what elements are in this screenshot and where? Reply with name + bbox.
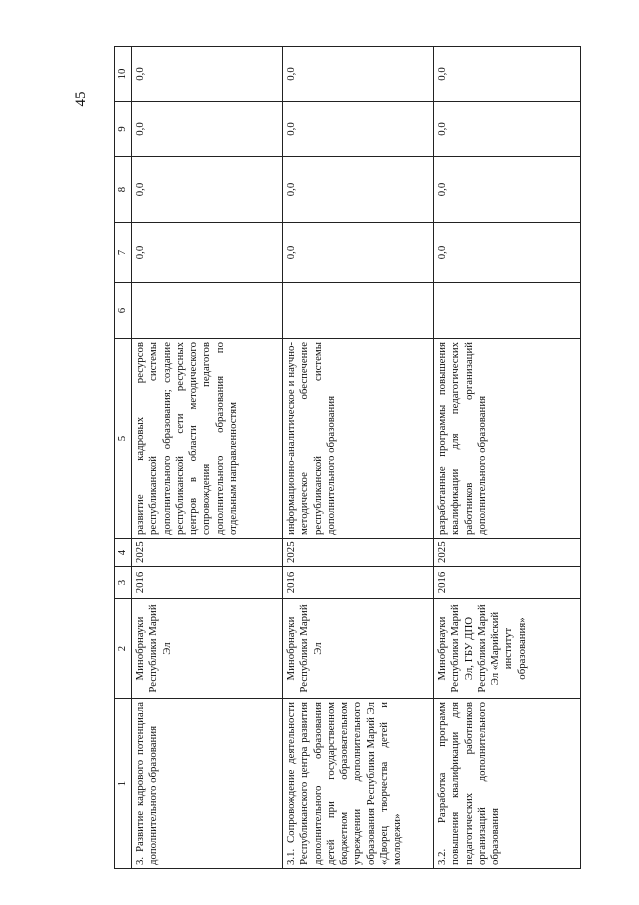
value-cell bbox=[132, 283, 283, 339]
end-year-cell: 2025 bbox=[132, 539, 283, 567]
column-header: 3 bbox=[115, 567, 132, 599]
table-row bbox=[434, 47, 581, 869]
column-header: 5 bbox=[115, 339, 132, 539]
end-year-cell: 2025 bbox=[434, 539, 581, 567]
table-row bbox=[132, 47, 283, 869]
value-cell: 0,0 bbox=[132, 157, 283, 223]
header-row bbox=[115, 47, 132, 869]
value-cell: 0,0 bbox=[283, 47, 434, 102]
program-table-rotated bbox=[114, 47, 581, 869]
value-cell: 0,0 bbox=[283, 157, 434, 223]
value-cell bbox=[283, 283, 434, 339]
executor-cell: Минобрнауки Республики Марий Эл bbox=[283, 599, 434, 699]
value-cell: 0,0 bbox=[434, 102, 581, 157]
executor-cell: Минобрнауки Республики Марий Эл bbox=[132, 599, 283, 699]
value-cell: 0,0 bbox=[283, 223, 434, 283]
result-cell: разработанные программы повышения квалификации для педагогических работников организаций дополнительного образования bbox=[434, 339, 581, 539]
value-cell: 0,0 bbox=[132, 102, 283, 157]
value-cell: 0,0 bbox=[132, 47, 283, 102]
value-cell: 0,0 bbox=[434, 47, 581, 102]
start-year-cell: 2016 bbox=[434, 567, 581, 599]
table-row bbox=[283, 47, 434, 869]
measure-name-cell: 3.1. Сопровождение деятельности Республиканского центра развития дополнительного образования детей при государственном бюджетном образовательном учреждении дополнительного образования Республики Марий Эл «Дворец творчества детей и молодежи» bbox=[283, 699, 434, 869]
column-header: 9 bbox=[115, 102, 132, 157]
value-cell: 0,0 bbox=[434, 223, 581, 283]
result-cell: информационно-аналитическое и научно-методическое обеспечение республиканской системы дополнительного образования bbox=[283, 339, 434, 539]
executor-cell: Минобрнауки Республики Марий Эл, ГБУ ДПО Республики Марий Эл «Марийский институт образования» bbox=[434, 599, 581, 699]
program-table bbox=[114, 46, 581, 869]
column-header: 2 bbox=[115, 599, 132, 699]
measure-name-cell: 3.2. Разработка программ повышения квалификации для педагогических работников организаций дополнительного образования bbox=[434, 699, 581, 869]
value-cell bbox=[434, 283, 581, 339]
start-year-cell: 2016 bbox=[132, 567, 283, 599]
value-cell: 0,0 bbox=[434, 157, 581, 223]
value-cell: 0,0 bbox=[283, 102, 434, 157]
column-header: 7 bbox=[115, 223, 132, 283]
column-header: 1 bbox=[115, 699, 132, 869]
column-header: 4 bbox=[115, 539, 132, 567]
result-cell: развитие кадровых ресурсов республиканской системы дополнительного образования; создание республиканской сети ресурсных центров в области методического сопровождения педагогов дополнительного образования по отдельным направленностям bbox=[132, 339, 283, 539]
column-header: 6 bbox=[115, 283, 132, 339]
column-header: 8 bbox=[115, 157, 132, 223]
measure-name-cell: 3. Развитие кадрового потенциала дополнительного образования bbox=[132, 699, 283, 869]
start-year-cell: 2016 bbox=[283, 567, 434, 599]
page-number: 45 bbox=[73, 91, 89, 107]
column-header: 10 bbox=[115, 47, 132, 102]
value-cell: 0,0 bbox=[132, 223, 283, 283]
end-year-cell: 2025 bbox=[283, 539, 434, 567]
